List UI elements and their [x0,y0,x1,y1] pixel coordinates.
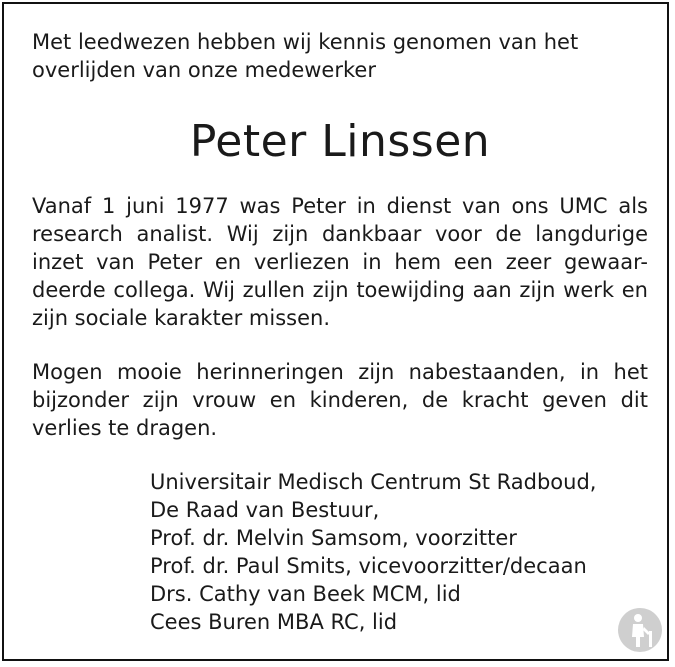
paragraph-condolence: Mogen mooie herinneringen zijn nabestaanden, in het bijzonder zijn vrouw en kinderen, de kracht geven dit verlies te dragen. [32,360,648,440]
intro-line-1: Met leedwezen hebben wij kennis genomen van het [32,30,579,54]
signer-line: Cees Buren MBA RC, lid [150,610,398,634]
deceased-name: Peter Linssen [189,116,491,167]
signers-list [150,468,648,636]
intro-text [32,28,648,84]
intro-line-2: overlijden van onze medewerker [32,58,376,82]
obituary-content [32,28,648,636]
signer-line: Drs. Cathy van Beek MCM, lid [150,582,461,606]
signer-line: Prof. dr. Melvin Samsom, voorzitter [150,526,517,550]
signer-line: Prof. dr. Paul Smits, vicevoorzitter/decaan [150,554,587,578]
paragraph-service: Vanaf 1 juni 1977 was Peter in dienst van ons UMC als research analist. Wij zijn dankbaar voor de langdurige inzet van Peter en verliezen in hem een zeer gewaar-deerde collega. Wij zullen zijn toewijding aan zijn werk en zijn sociale karakter missen. [32,194,648,330]
signer-line: De Raad van Bestuur, [150,498,380,522]
obituary-card [2,2,669,661]
memorial-figure-icon [617,607,663,653]
signer-line: Universitair Medisch Centrum St Radboud, [150,470,597,494]
